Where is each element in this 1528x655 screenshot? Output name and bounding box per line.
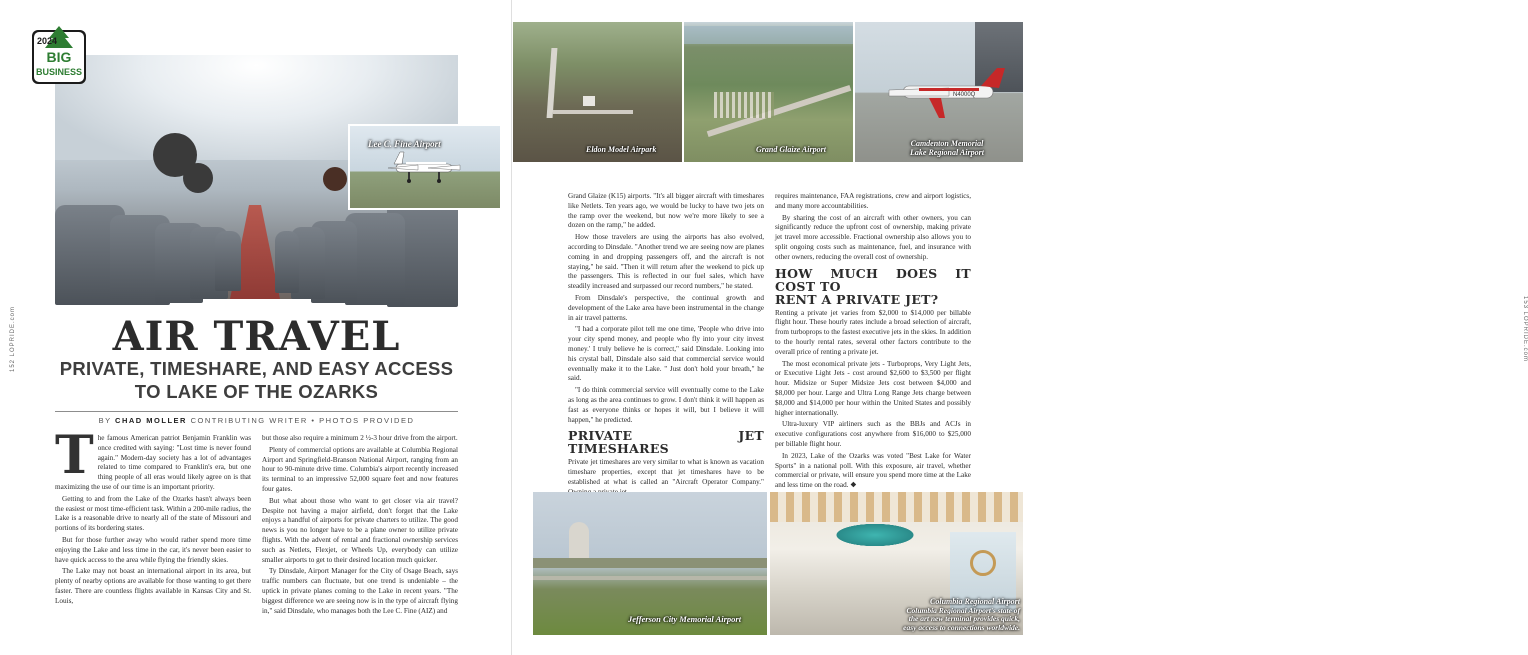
paragraph: "I do think commercial service will eventually come to the Lake as long as the area continues to grow. I don't think it will happen as fast as everyone thinks or hopes it will, but I believe it will happen," he predicted.	[568, 386, 764, 424]
paragraph: The most economical private jets - Turboprops, Very Light Jets, or Executive Light Jets - cost around $2,600 to $3,500 per flight hour. Midsize or Super Midsize Jets cost between $4,000 and $8,000 per hour. Large and Ultra Long Range Jets charge between $8,000 and $14,000 per hour within the United States and possibly higher internationally.	[775, 359, 971, 417]
title-rule	[55, 411, 458, 412]
grand-glaize-photo	[684, 22, 853, 162]
badge-line1: BIG	[46, 49, 72, 65]
byline-rest: CONTRIBUTING WRITER • PHOTOS PROVIDED	[190, 416, 415, 425]
badge-year: 2024	[37, 36, 58, 46]
left-folio: 152 LOPRIDE.com	[10, 305, 16, 372]
caption-line: Columbia Regional Airport's state of	[906, 605, 1020, 615]
subtitle-line-2: TO LAKE OF THE OZARKS	[134, 381, 379, 402]
badge-line2: BUSINESS	[35, 67, 83, 77]
eldon-airpark-photo	[513, 22, 682, 162]
cabin-photo	[55, 55, 458, 299]
paragraph: Private jet timeshares are very similar to what is known as vacation timeshare properties, except that jet timeshares have to be established at what is called an "Aircraft Operator Company."	[568, 458, 764, 486]
photo-caption: Eldon Model Airpark	[586, 145, 657, 154]
drop-cap: T	[55, 425, 94, 486]
photo-caption: Grand Glaize Airport	[756, 145, 826, 154]
article-column-1	[55, 425, 251, 609]
paragraph: Renting a private jet varies from $2,000 to $14,000 per billable flight hour. These hourly rates include a broad selection of aircraft, from turboprops to the fastest executive jets in the skies. In addition to the hourly rental rates, several other factors contribute to the overall price of renting a private jet.	[775, 308, 971, 356]
paragraph: How those travelers are using the airports has also evolved, according to Dinsdale. "Another trend we are seeing now are planes coming in and dropping passengers off, and the aircraft is not staying," he said. "Then it will return after the weekend to pick up the passengers. This is reflected in our fuel sales, which have steadily increased and surpassed our record numbers," he stated.	[568, 233, 764, 291]
right-page	[512, 0, 1528, 655]
article-column-2	[262, 434, 458, 618]
paragraph: In 2023, Lake of the Ozarks was voted "Best Lake for Water Sports" in a national poll. With this exposure, air travel, whether commercial or private, will ensure you spend more time at the Lake and less time on the road.	[775, 451, 971, 490]
paragraph: Getting to and from the Lake of the Ozarks hasn't always been the easiest or most time-efficient task. Within a 200-mile radius, the Lake is a reasonable drive to nearly all of the state of Missouri and portions of its bordering states.	[55, 494, 251, 533]
paragraph: But what about those who want to get closer via air travel? Despite not having a major airfield, don't forget that the Lake enjoys a handful of airports for private charters to utilize. The good news is you no longer have to be a plane owner to utilize private flights. With the advent of rental and fractional ownership services such as Netlets, Flexjet, or Wheels Up, everybody can utilize smaller airports to get to their desired location much quicker.	[262, 496, 458, 564]
paragraph: By sharing the cost of an aircraft with other owners, you can significantly reduce the upfront cost of ownership, making private jet travel more accessible. Fractional ownership also allows you to split ongoing costs such as maintenance, fuel, and insurance with other owners, reducing the overall cost of ownership.	[775, 213, 971, 261]
article-title: AIR TRAVEL	[112, 313, 401, 360]
photo-caption: Lee C. Fine Airport	[368, 139, 441, 149]
airplane-icon	[388, 150, 462, 186]
big-business-badge	[31, 24, 87, 86]
article-subtitle	[55, 357, 458, 403]
caption-line: easy access to connections worldwide.	[903, 622, 1020, 632]
right-folio: 153 LOPRIDE.com	[1522, 296, 1528, 363]
byline	[55, 416, 458, 425]
paragraph: Ty Dinsdale, Airport Manager for the City of Osage Beach, says traffic numbers can fluctuate, but one trend is undeniable – the uptick in private planes coming to the Lake in recent years. "The biggest difference we are seeing now is in the type of aircraft flying in," said Dinsdale, who manages both the Lee C. Fine (AIZ) and	[262, 567, 458, 615]
paragraph: "I had a corporate pilot tell me one time, 'People who drive into your city spend money, and people who fly into your city invest money.' I truly believe he is correct," said Dinsdale. Looking into his crystal ball, Dinsdale also said that commercial service would eventually make it to the Lake. " Just don't hold your breath," he said.	[568, 325, 764, 383]
caption-line: Lake Regional Airport	[910, 148, 984, 157]
photo-caption: Jefferson City Memorial Airport	[628, 614, 742, 624]
byline-author: CHAD MOLLER	[115, 416, 187, 425]
caption-line: the art new terminal provides quick,	[908, 614, 1020, 623]
tail-number: N4000Q	[953, 92, 976, 98]
lee-c-fine-inset-photo	[348, 124, 502, 210]
paragraph: The Lake may not boast an international airport in its area, but plenty of nearby options are available for those wanting to get there faster. There are countless flights available in Kansas City and St. Louis,	[55, 567, 251, 605]
paragraph: Ultra-luxury VIP airliners such as the BBJs and ACJs in executive configurations cost anywhere from $16,000 to $25,000 per billable flight hour.	[775, 420, 971, 448]
subtitle-line-1: PRIVATE, TIMESHARE, AND EASY ACCESS	[59, 358, 454, 379]
article-column-3	[568, 192, 764, 500]
caption-line: Camdenton Memorial	[910, 139, 984, 148]
section-heading: PRIVATE JET TIMESHARES	[568, 428, 764, 457]
article-column-4	[775, 192, 971, 493]
paragraph: Plenty of commercial options are available at Columbia Regional Airport and Springfield-Branson National Airport, ranging from an hour to 90-minute drive time. Columbia's airport recently increased its terminal to an impressive 52,000 square feet and now features four gates.	[262, 445, 458, 493]
left-page	[0, 0, 512, 655]
paragraph: Grand Glaize (K15) airports. "It's all bigger aircraft with timeshares like Netlets. Ten years ago, we would be lucky to have two jets on the ramp over the weekend, but now we're more likely to see a dozen on the ramp," he added.	[568, 192, 764, 230]
paragraph: From Dinsdale's perspective, the continual growth and development of the Lake area have been instrumental in the change in air travel patterns.	[568, 293, 764, 322]
byline-by: BY	[98, 416, 112, 425]
paragraph: but those also require a minimum 2 ½-3 hour drive from the airport.	[262, 434, 458, 442]
heading-line: HOW MUCH DOES IT COST TO	[775, 265, 971, 294]
photo-caption	[894, 598, 1020, 632]
end-mark: ❖	[850, 481, 857, 490]
paragraph: he famous American patriot Benjamin Franklin was once credited with saying: "Lost time is never found again." Modern-day society has a lot of advantages related to time compared to Franklin's era, but one thing people of all eras would likely agree on is that maximizing the use of our time is an important priority.	[55, 434, 251, 491]
heading-line: RENT A PRIVATE JET?	[775, 291, 939, 307]
caption-title: Columbia Regional Airport	[930, 597, 1020, 606]
airplane-icon	[889, 66, 1009, 128]
paragraph: But for those further away who would rather spend more time enjoying the Lake and less time in the car, it's never been easier to have quick access to the area while flying the friendly skies.	[55, 535, 251, 564]
section-heading	[775, 267, 971, 306]
paragraph: requires maintenance, FAA registrations, crew and airport logistics, and many more accountabilities.	[775, 192, 971, 210]
photo-caption	[910, 139, 984, 157]
